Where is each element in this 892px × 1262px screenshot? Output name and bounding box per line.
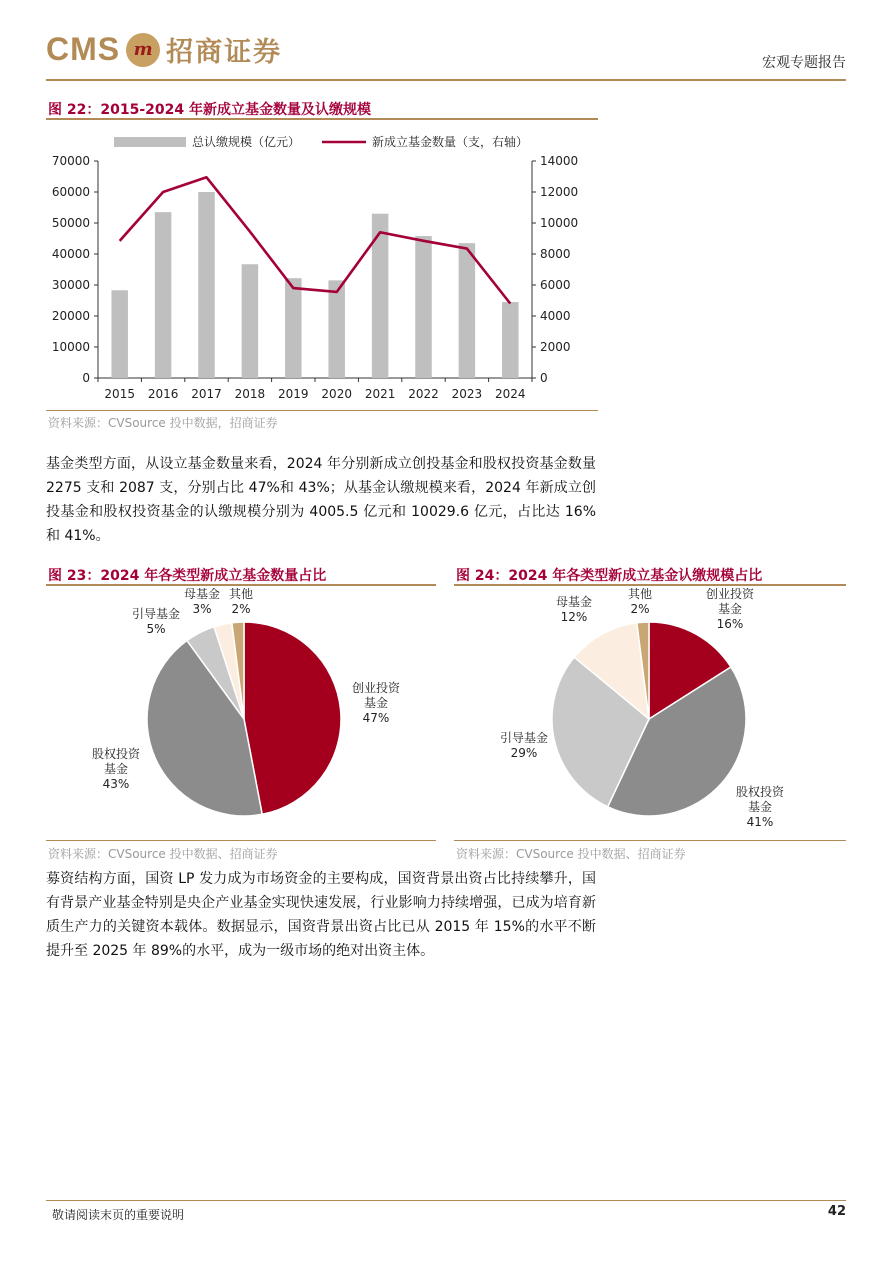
- y-right-tick-label: 6000: [540, 278, 571, 292]
- figure-22-title: 图 22：2015-2024 年新成立基金数量及认缴规模: [48, 102, 371, 118]
- bar: [155, 212, 171, 378]
- pie-label-percent: 47%: [362, 711, 390, 725]
- y-left-tick-label: 10000: [51, 340, 90, 354]
- pie-label-name: 基金: [747, 800, 773, 814]
- legend-line-label: 新成立基金数量（支，右轴）: [372, 135, 529, 149]
- figure-24-title: 图 24：2024 年各类型新成立基金认缴规模占比: [456, 568, 763, 584]
- x-tick-label: 2019: [278, 387, 309, 401]
- y-right-tick-label: 8000: [540, 247, 571, 261]
- bar: [285, 278, 301, 378]
- y-left-tick-label: 40000: [51, 247, 90, 261]
- bar: [502, 302, 518, 378]
- x-tick-label: 2023: [451, 387, 483, 401]
- legend-bar-label: 总认缴规模（亿元）: [192, 135, 301, 149]
- y-left-tick-label: 70000: [51, 154, 90, 168]
- bar: [198, 192, 214, 378]
- pie-slice: [244, 622, 341, 814]
- bar: [459, 243, 475, 378]
- pie-label: [706, 588, 755, 631]
- page-header: [46, 30, 846, 78]
- report-type: 宏观专题报告: [762, 55, 846, 71]
- pie-label-percent: 43%: [102, 777, 130, 791]
- page-number: 42: [827, 1204, 846, 1219]
- company-logo: [46, 30, 282, 69]
- pie-label-name: 引导基金: [499, 731, 549, 745]
- x-tick-label: 2015: [104, 387, 135, 401]
- pie-label-name: 其他: [627, 588, 653, 601]
- footer-divider: [46, 1200, 846, 1201]
- pie-label: [736, 784, 785, 829]
- paragraph-fundraising-structure: 募资结构方面，国资 LP 发力成为市场资金的主要构成，国资背景出资占比持续攀升，国有背景产业基金特别是央企产业基金实现快速发展，行业影响力持续增强，已成为培育新质生产力的关键资本载体。数据显示，国资背景出资占比已从 2015 年 15%的水平不断提升至 2025 年 89%的水平，成为一级市场的绝对出资主体。: [46, 871, 596, 959]
- pie-label: [556, 594, 592, 624]
- figure-22-source: 资料来源：CVSource 投中数据，招商证券: [48, 416, 278, 430]
- y-right-tick-label: 12000: [540, 185, 579, 199]
- figure-22-chart: [46, 128, 598, 408]
- bar: [415, 236, 431, 378]
- y-left-tick-label: 20000: [51, 309, 90, 323]
- y-right-tick-label: 2000: [540, 340, 571, 354]
- pie-label-percent: 2%: [630, 602, 650, 616]
- pie-label: [132, 606, 180, 636]
- pie-label-percent: 41%: [746, 815, 774, 829]
- pie-label: [184, 588, 220, 616]
- logo-text: CMS: [46, 31, 121, 67]
- figure-23-bottom-rule: [46, 840, 436, 841]
- x-tick-label: 2017: [191, 387, 222, 401]
- figure-22-rule: [46, 118, 598, 120]
- y-right-tick-label: 4000: [540, 309, 571, 323]
- y-left-tick-label: 30000: [51, 278, 90, 292]
- pie-label-name: 其他: [228, 588, 254, 601]
- logo-seal-icon: m: [126, 33, 160, 67]
- pie-label-name: 基金: [717, 602, 743, 616]
- pie-label: [229, 588, 253, 616]
- x-tick-label: 2016: [147, 387, 179, 401]
- series-line: [120, 177, 511, 303]
- pie-label-name: 引导基金: [131, 607, 181, 621]
- y-right-tick-label: 0: [540, 371, 548, 385]
- y-left-tick-label: 60000: [51, 185, 90, 199]
- figure-24-bottom-rule: [454, 840, 846, 841]
- legend-bar-swatch: [114, 137, 186, 147]
- pie-label: [92, 746, 141, 791]
- x-tick-label: 2024: [495, 387, 526, 401]
- x-tick-label: 2020: [321, 387, 352, 401]
- x-tick-label: 2018: [234, 387, 266, 401]
- pie-label-name: 创业投资: [705, 588, 755, 601]
- y-right-tick-label: 10000: [540, 216, 579, 230]
- footer-disclaimer: 敬请阅读末页的重要说明: [52, 1208, 185, 1222]
- header-divider: [46, 79, 846, 81]
- pie-label-percent: 29%: [510, 746, 538, 760]
- y-right-tick-label: 14000: [540, 154, 579, 168]
- pie-label-percent: 12%: [560, 610, 588, 624]
- pie-label-name: 基金: [363, 696, 389, 710]
- pie-label: [628, 588, 652, 616]
- pie-label-percent: 16%: [716, 617, 744, 631]
- bar: [328, 280, 344, 378]
- pie-label: [352, 680, 401, 725]
- figure-24-chart: [454, 588, 846, 838]
- pie-label-name: 母基金: [555, 595, 593, 609]
- y-left-tick-label: 50000: [51, 216, 90, 230]
- paragraph-fund-types: 基金类型方面，从设立基金数量来看，2024 年分别新成立创投基金和股权投资基金数量 2275 支和 2087 支，分别占比 47%和 43%；从基金认缴规模来看，2024 年新成立创投基金和股权投资基金的认缴规模分别为 4005.5 亿元和 10029.6 亿元，占比达 16%和 41%。: [46, 456, 596, 544]
- figure-23-source: 资料来源：CVSource 投中数据、招商证券: [48, 847, 278, 861]
- pie-label-name: 股权投资: [735, 785, 785, 799]
- x-tick-label: 2021: [364, 387, 396, 401]
- figure-23-title: 图 23：2024 年各类型新成立基金数量占比: [48, 568, 327, 584]
- pie-label-name: 母基金: [183, 588, 221, 601]
- bar: [111, 290, 127, 378]
- pie-label: [500, 730, 548, 760]
- figure-24-source: 资料来源：CVSource 投中数据、招商证券: [456, 847, 686, 861]
- figure-23-chart: [46, 588, 436, 838]
- pie-label-name: 基金: [103, 762, 129, 776]
- pie-label-percent: 2%: [231, 602, 251, 616]
- pie-label-name: 创业投资: [351, 681, 401, 695]
- pie-label-percent: 5%: [146, 622, 166, 636]
- figure-23-rule: [46, 584, 436, 586]
- logo-company-name: 招商证券: [166, 37, 283, 68]
- pie-label-percent: 3%: [192, 602, 212, 616]
- figure-24-rule: [454, 584, 846, 586]
- bar: [242, 264, 258, 378]
- pie-label-name: 股权投资: [91, 747, 141, 761]
- y-left-tick-label: 0: [82, 371, 90, 385]
- x-tick-label: 2022: [408, 387, 439, 401]
- figure-22-bottom-rule: [46, 410, 598, 411]
